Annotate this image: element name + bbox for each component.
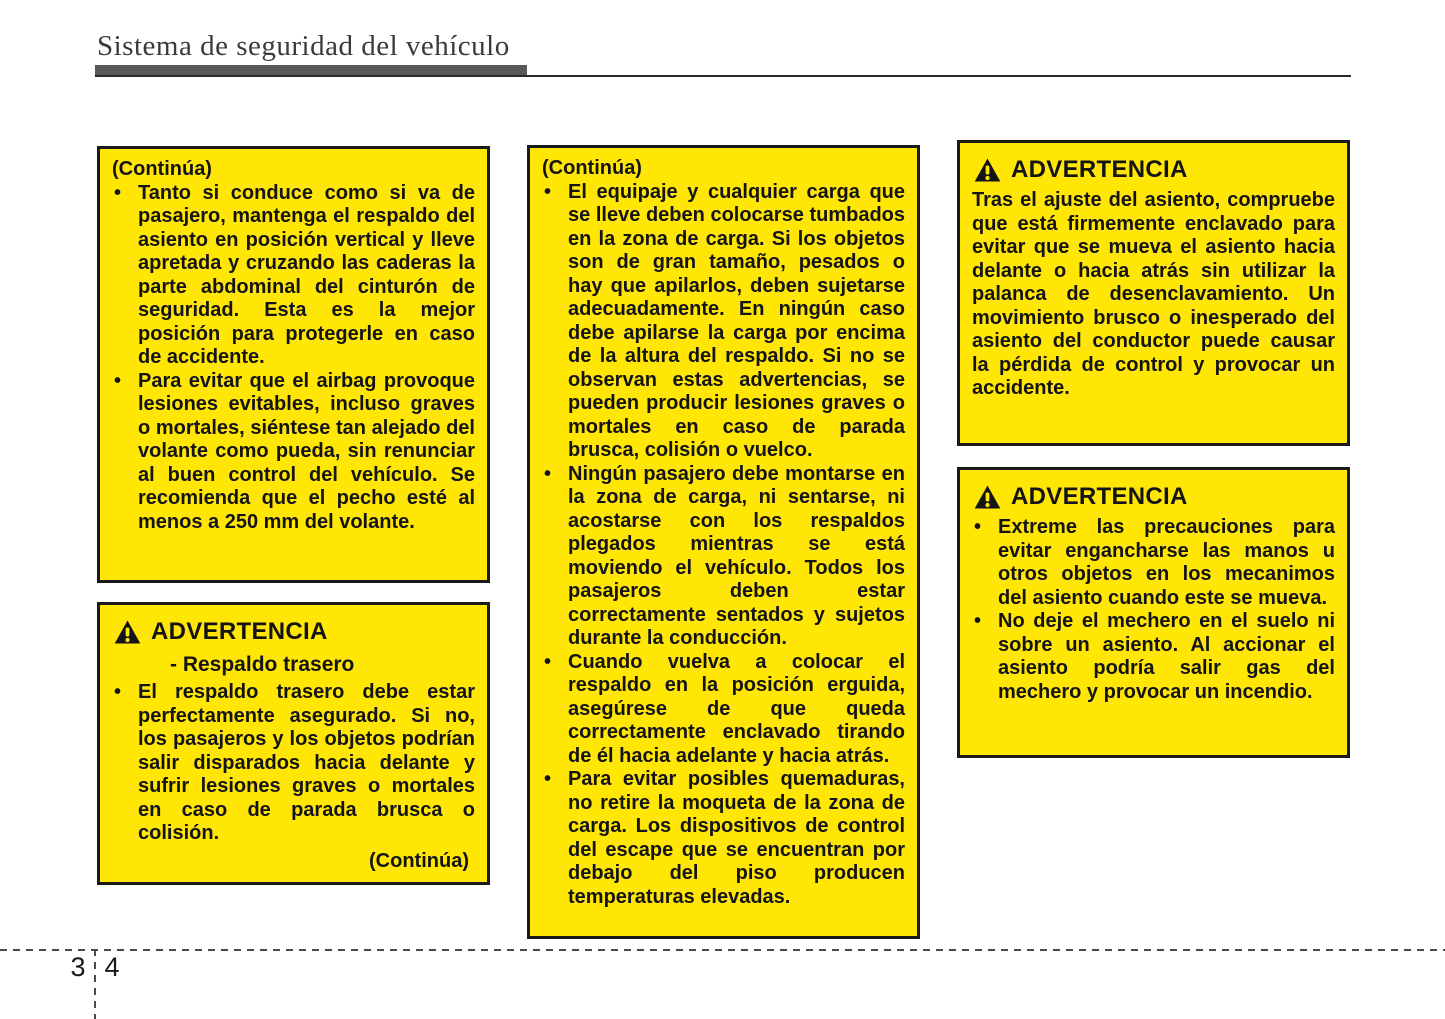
warning-title-row	[114, 617, 475, 647]
bullet-dot-icon: •	[544, 768, 552, 790]
title-underline-rule	[95, 75, 1351, 77]
continues-label: (Continúa)	[112, 158, 212, 180]
list-item	[542, 463, 905, 651]
warning-box-seating-continuation	[97, 146, 490, 583]
bullet-text: El respaldo trasero debe estar perfectamente asegurado. Si no, los pasajeros y los objetos podrían salir disparados hacia delante y sufrir lesiones graves o mortales en caso de parada brusca o colisión.	[138, 681, 475, 844]
bullet-dot-icon: •	[974, 516, 982, 538]
bullet-text: Para evitar posibles quemaduras, no retire la moqueta de la zona de carga. Los dispositivos de control del escape que se encuentran por debajo del piso producen temperaturas elevadas.	[568, 768, 905, 908]
bullet-dot-icon: •	[544, 462, 552, 485]
bullet-text: Cuando vuelva a colocar el respaldo en la posición erguida, asegúrese de que queda correctamente enclavado tirando de él hacia adelante y hacia atrás.	[568, 650, 905, 767]
warning-box-rear-backrest	[97, 602, 490, 885]
warning-title-row	[974, 482, 1335, 512]
bullet-text: Extreme las precauciones para evitar engancharse las manos u otros objetos en los mecanimos del asiento cuando este se mueva.	[998, 516, 1335, 609]
list-item	[542, 181, 905, 463]
list-item	[112, 182, 475, 370]
footer-dashed-divider	[94, 949, 96, 1019]
page-number: 4	[104, 952, 120, 982]
bullet-dot-icon: •	[544, 650, 552, 673]
bullet-text: El equipaje y cualquier carga que se lleve deben colocarse tumbados en la zona de carga. Si los objetos son de gran tamaño, pesados o hay que apilarlos, deben sujetarse adecuadamente. En ningún caso debe apilarse la carga por encima de la altura del respaldo. Si no se observan estas advertencias, se pueden producir lesiones graves o mortales en caso de parada brusca, colisión o vuelco.	[568, 180, 905, 461]
warning-box-seat-adjustment	[957, 140, 1350, 446]
warning-box-cargo-continuation	[527, 145, 920, 939]
warning-title-row	[974, 155, 1335, 185]
list-item	[112, 681, 475, 846]
warning-triangle-icon	[974, 485, 1001, 509]
bullet-text: Tanto si conduce como si va de pasajero, mantenga el respaldo del asiento en posición vertical y lleve apretada y cruzando las caderas la parte abdominal del cinturón de seguridad. Esta es la mejor posición para protegerle en caso de accidente.	[138, 181, 475, 368]
warning-triangle-icon	[114, 620, 141, 644]
warning-box-seat-mechanism	[957, 467, 1350, 758]
list-item	[972, 610, 1335, 704]
warning-title: ADVERTENCIA	[1011, 483, 1188, 510]
bullet-text: No deje el mechero en el suelo ni sobre un asiento. Al accionar el asiento podría salir gas del mechero y provocar un incendio.	[998, 610, 1335, 703]
list-item	[112, 370, 475, 535]
warning-subtitle: - Respaldo trasero	[170, 653, 355, 676]
list-item	[542, 651, 905, 769]
bullet-dot-icon: •	[974, 610, 982, 632]
continues-label: (Continúa)	[369, 849, 469, 872]
list-item	[542, 768, 905, 909]
footer-dashed-rule	[0, 949, 1445, 951]
warning-title: ADVERTENCIA	[1011, 156, 1188, 183]
continues-label: (Continúa)	[542, 157, 642, 179]
warning-title: ADVERTENCIA	[151, 618, 328, 645]
warning-triangle-icon	[974, 158, 1001, 182]
bullet-text: Ningún pasajero debe montarse en la zona de carga, ni sentarse, ni acostarse con los respaldos plegados mientras se está moviendo el vehículo. Todos los pasajeros deben estar correctamente sentados y sujetos durante la conducción.	[568, 462, 905, 649]
bullet-dot-icon: •	[114, 181, 122, 204]
warning-body: Tras el ajuste del asiento, compruebe que está firmemente enclavado para evitar que se mueva el asiento hacia delante o hacia atrás sin utilizar la palanca de desenclavamiento. Un movimiento brusco o inesperado del asiento del conductor puede causar la pérdida de control y provocar un accidente.	[972, 189, 1335, 399]
bullet-text: Para evitar que el airbag provoque lesiones evitables, incluso graves o mortales, siéntese tan alejado del volante como pueda, sin renunciar al buen control del vehículo. Se recomienda que el pecho esté al menos a 250 mm del volante.	[138, 369, 475, 533]
list-item	[972, 516, 1335, 610]
page-title: Sistema de seguridad del vehículo	[97, 30, 510, 62]
bullet-dot-icon: •	[114, 681, 122, 703]
chapter-number: 3	[70, 952, 86, 982]
bullet-dot-icon: •	[544, 180, 552, 203]
bullet-dot-icon: •	[114, 369, 122, 392]
